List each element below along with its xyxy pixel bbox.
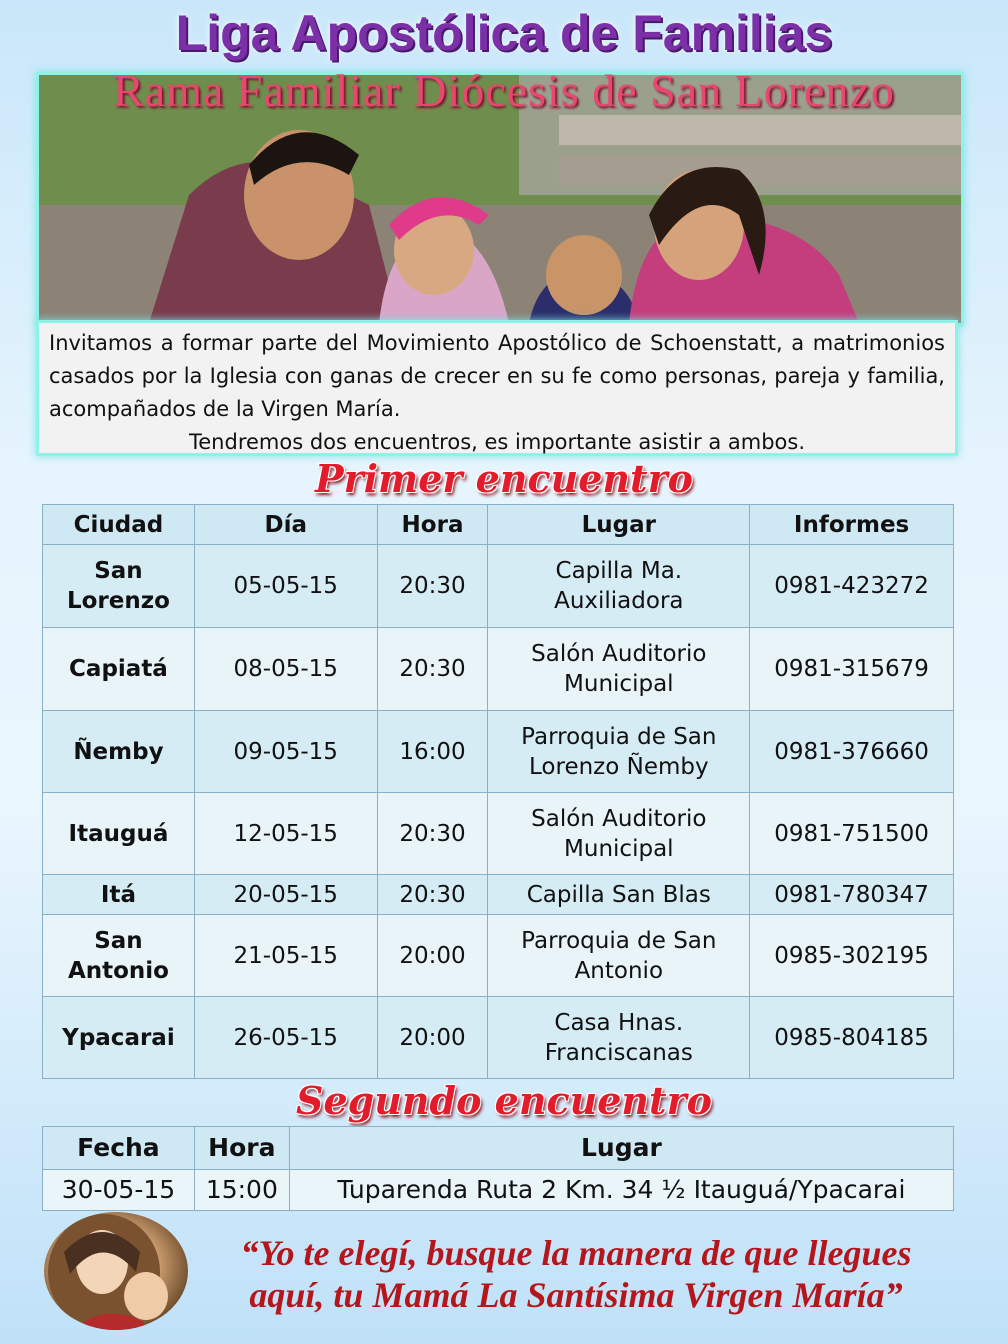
cell-ciudad: Ñemby: [43, 711, 195, 793]
cell-lugar: Capilla Ma. Auxiliadora: [488, 545, 750, 628]
cell-hora: 20:00: [377, 915, 488, 997]
cell-informes: 0985-302195: [750, 915, 954, 997]
quote-line-2: aquí, tu Mamá La Santísima Virgen María”: [249, 1275, 903, 1315]
cell-dia: 12-05-15: [194, 793, 377, 875]
quote: [196, 1232, 956, 1316]
cell-dia: 21-05-15: [194, 915, 377, 997]
cell-informes: 0981-423272: [750, 545, 954, 628]
header-ciudad: Ciudad: [43, 505, 195, 545]
cell-hora: 20:30: [377, 793, 488, 875]
cell-ciudad: Itá: [43, 875, 195, 915]
cell-informes: 0981-751500: [750, 793, 954, 875]
page-title: Liga Apostólica de Familias: [175, 5, 833, 61]
table-row: [43, 793, 954, 875]
table-row: [43, 915, 954, 997]
cell-hora: 20:30: [377, 545, 488, 628]
segundo-encuentro-table: [42, 1126, 954, 1211]
cell-lugar: Salón Auditorio Municipal: [488, 793, 750, 875]
cell-hora: 15:00: [194, 1170, 289, 1211]
header-dia: Día: [194, 505, 377, 545]
header-fecha: Fecha: [43, 1127, 195, 1170]
cell-ciudad: Itauguá: [43, 793, 195, 875]
table-row: [43, 545, 954, 628]
table-row: [43, 628, 954, 711]
header-hora: Hora: [194, 1127, 289, 1170]
cell-informes: 0981-315679: [750, 628, 954, 711]
cell-fecha: 30-05-15: [43, 1170, 195, 1211]
cell-ciudad: Ypacarai: [43, 997, 195, 1079]
cell-lugar: Casa Hnas. Franciscanas: [488, 997, 750, 1079]
cell-dia: 26-05-15: [194, 997, 377, 1079]
cell-informes: 0981-376660: [750, 711, 954, 793]
cell-ciudad: Capiatá: [43, 628, 195, 711]
primer-encuentro-title: Primer encuentro: [315, 456, 693, 501]
table-row: [43, 997, 954, 1079]
header-lugar: Lugar: [488, 505, 750, 545]
table-row: [43, 1170, 954, 1211]
intro-text: Invitamos a formar parte del Movimiento Apostólico de Schoenstatt, a matrimonios casados por la Iglesia con ganas de crecer en su fe como personas, pareja y familia, acompañados de la Virgen María.: [49, 331, 945, 421]
cell-lugar: Parroquia de San Antonio: [488, 915, 750, 997]
page-subtitle: Rama Familiar Diócesis de San Lorenzo: [113, 65, 895, 116]
cell-lugar: Parroquia de San Lorenzo Ñemby: [488, 711, 750, 793]
cell-dia: 09-05-15: [194, 711, 377, 793]
segundo-encuentro-title: Segundo encuentro: [296, 1078, 712, 1123]
virgin-mary-image: [44, 1212, 188, 1330]
cell-ciudad: San Lorenzo: [43, 545, 195, 628]
cell-informes: 0981-780347: [750, 875, 954, 915]
table-row: [43, 711, 954, 793]
header-lugar: Lugar: [289, 1127, 953, 1170]
cell-informes: 0985-804185: [750, 997, 954, 1079]
cell-ciudad: San Antonio: [43, 915, 195, 997]
cell-hora: 20:00: [377, 997, 488, 1079]
quote-line-1: “Yo te elegí, busque la manera de que llegues: [240, 1233, 912, 1273]
header-hora: Hora: [377, 505, 488, 545]
cell-dia: 08-05-15: [194, 628, 377, 711]
cell-lugar: Salón Auditorio Municipal: [488, 628, 750, 711]
intro-note: Tendremos dos encuentros, es importante asistir a ambos.: [189, 430, 805, 454]
cell-hora: 20:30: [377, 628, 488, 711]
cell-dia: 20-05-15: [194, 875, 377, 915]
cell-dia: 05-05-15: [194, 545, 377, 628]
cell-lugar: Tuparenda Ruta 2 Km. 34 ½ Itauguá/Ypacarai: [289, 1170, 953, 1211]
intro-box: [36, 320, 958, 456]
header-informes: Informes: [750, 505, 954, 545]
cell-lugar: Capilla San Blas: [488, 875, 750, 915]
cell-hora: 16:00: [377, 711, 488, 793]
table-row: [43, 875, 954, 915]
primer-encuentro-table: [42, 504, 954, 1079]
cell-hora: 20:30: [377, 875, 488, 915]
